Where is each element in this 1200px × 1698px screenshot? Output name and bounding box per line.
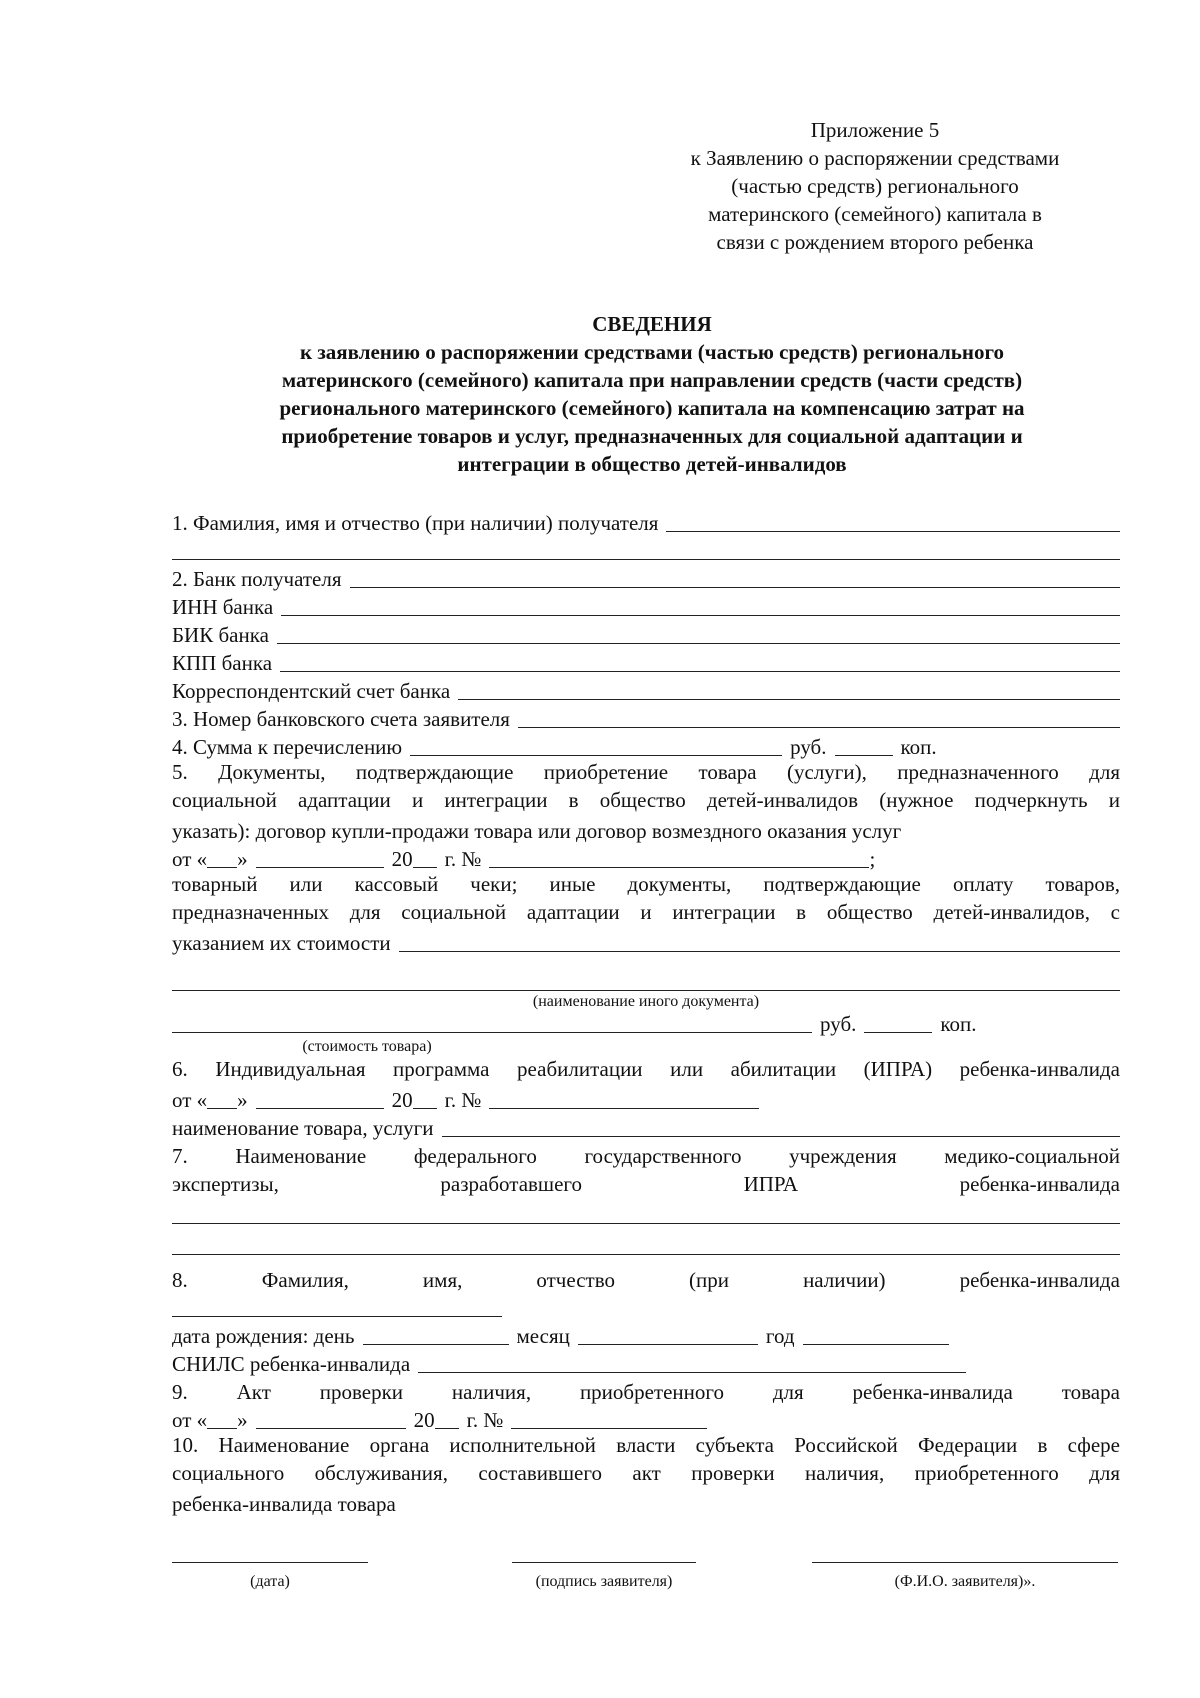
title-subline: регионального материнского (семейного) капитала на компенсацию затрат на [279, 396, 1025, 420]
title-subline: к заявлению о распоряжении средствами (частью средств) регионального [299, 340, 1004, 364]
document-title [172, 310, 1132, 478]
goods-cost-kop-line[interactable] [864, 1012, 932, 1033]
contract-number-line[interactable] [489, 847, 869, 868]
section9-word: проверки [319, 1380, 404, 1404]
caption-fio: (Ф.И.О. заявителя)». [894, 1573, 1036, 1590]
field-cost-indication [172, 928, 1120, 956]
section7-word: государственного [584, 1144, 742, 1168]
goods-name-line[interactable] [442, 1116, 1121, 1137]
caption-signature: (подпись заявителя) [535, 1573, 673, 1590]
ipra-day-line[interactable] [207, 1088, 237, 1109]
child-name-row [172, 1293, 1120, 1321]
field-kpp [172, 648, 1120, 676]
field-bik [172, 620, 1120, 648]
label-inn: ИНН банка [172, 595, 274, 619]
label-birth-day: дата рождения: день [172, 1324, 355, 1348]
section8-word: ребенка-инвалида [959, 1268, 1120, 1292]
ipra-number-line[interactable] [489, 1088, 759, 1109]
amount-rub-line[interactable] [410, 735, 782, 756]
birth-day-line[interactable] [363, 1324, 509, 1345]
field-snils [172, 1349, 1120, 1377]
section8-word: отчество [536, 1268, 615, 1292]
section10-line: социального обслуживания, составившего акт проверки наличия, приобретенного для [172, 1461, 1120, 1485]
label-bik: БИК банка [172, 623, 269, 647]
section7-word: Наименование [235, 1144, 367, 1168]
act-day-line[interactable] [207, 1408, 237, 1429]
other-document-line[interactable] [172, 970, 1120, 991]
appendix-line: (частью средств) регионального [731, 174, 1019, 198]
section6-line: 6. Индивидуальная программа реабилитации или абилитации (ИПРА) ребенка-инвалида [172, 1057, 1120, 1081]
section7-word: ИПРА [743, 1172, 799, 1196]
appendix-header [650, 116, 1100, 256]
field-amount [172, 732, 1120, 760]
section8-word: (при [689, 1268, 730, 1292]
appendix-line: связи с рождением второго ребенка [716, 230, 1034, 254]
birth-date-row [172, 1321, 1120, 1349]
goods-cost-line[interactable] [172, 1012, 812, 1033]
section9-word: наличия, [451, 1380, 532, 1404]
section7-line-1 [172, 1141, 1120, 1169]
section9-word: ребенка-инвалида [852, 1380, 1013, 1404]
section5-line: указать): договор купли-продажи товара или договор возмездного оказания услуг [172, 819, 902, 843]
field-account-number [172, 704, 1120, 732]
title-heading: СВЕДЕНИЯ [592, 312, 712, 336]
caption-goods-cost: (стоимость товара) [302, 1038, 432, 1055]
label-rub: руб. [790, 735, 827, 759]
appendix-line: материнского (семейного) капитала в [708, 202, 1042, 226]
appendix-line: к Заявлению о распоряжении средствами [690, 146, 1060, 170]
applicant-signature [512, 1546, 696, 1591]
caption-date: (дата) [250, 1573, 290, 1590]
corr-account-line[interactable] [458, 679, 1120, 700]
section7-word: учреждения [789, 1144, 897, 1168]
label-g-no: г. № [444, 847, 482, 871]
fio-line[interactable] [812, 1546, 1118, 1563]
section8-line [172, 1265, 1120, 1293]
bank-line[interactable] [350, 567, 1121, 588]
field-bank [172, 564, 1120, 592]
label-year-20: 20 [391, 1088, 413, 1112]
signature-line[interactable] [512, 1546, 696, 1563]
field-goods-name [172, 1113, 1120, 1141]
date-line[interactable] [172, 1546, 368, 1563]
cost-indication-line[interactable] [399, 931, 1120, 952]
msa-institution-line-2[interactable] [172, 1234, 1120, 1255]
child-name-line[interactable] [172, 1296, 502, 1317]
section7-word: федерального [413, 1144, 537, 1168]
label-semicolon: ; [869, 847, 876, 871]
title-subline: интеграции в общество детей-инвалидов [457, 452, 847, 476]
label-corr-account: Корреспондентский счет банка [172, 679, 451, 703]
appendix-line: Приложение 5 [810, 118, 940, 142]
label-recipient-name: 1. Фамилия, имя и отчество (при наличии) получателя [172, 511, 659, 535]
field-inn [172, 592, 1120, 620]
label-goods-name: наименование товара, услуги [172, 1116, 434, 1140]
contract-year-line[interactable] [413, 847, 437, 868]
section9-word: для [772, 1380, 804, 1404]
act-number-line[interactable] [511, 1408, 707, 1429]
act-date-row [172, 1405, 1120, 1433]
section8-word: имя, [422, 1268, 463, 1292]
snils-line[interactable] [418, 1352, 966, 1373]
section5-line: товарный или кассовый чеки; иные документы, подтверждающие оплату товаров, [172, 872, 1120, 896]
amount-kop-line[interactable] [835, 735, 893, 756]
kpp-line[interactable] [280, 651, 1120, 672]
field-recipient-name-cont [172, 536, 1120, 564]
section7-word: экспертизы, [172, 1172, 279, 1196]
section10-line: 10. Наименование органа исполнительной власти субъекта Российской Федерации в сфере [172, 1433, 1120, 1457]
applicant-fio [812, 1546, 1118, 1591]
section5-line: предназначенных для социальной адаптации и интеграции в общество детей-инвалидов, с [172, 900, 1120, 924]
section5-line: 5. Документы, подтверждающие приобретение товара (услуги), предназначенного для [172, 760, 1120, 784]
label-kpp: КПП банка [172, 651, 273, 675]
birth-month-line[interactable] [578, 1324, 758, 1345]
field-corr-account [172, 676, 1120, 704]
section9-word: товара [1061, 1380, 1120, 1404]
section7-word: медико-социальной [944, 1144, 1120, 1168]
section7-word: разработавшего [440, 1172, 583, 1196]
act-year-line[interactable] [435, 1408, 459, 1429]
date-signature [172, 1546, 368, 1591]
contract-date-row [172, 844, 1120, 872]
label-birth-year: год [765, 1324, 795, 1348]
ipra-year-line[interactable] [413, 1088, 437, 1109]
recipient-name-line[interactable] [666, 511, 1120, 532]
label-from: от « [172, 847, 208, 871]
birth-year-line[interactable] [803, 1324, 949, 1345]
title-subline: приобретение товаров и услуг, предназначенных для социальной адаптации и [281, 424, 1023, 448]
label-year-20: 20 [391, 847, 413, 871]
title-subline: материнского (семейного) капитала при направлении средств (части средств) [281, 368, 1023, 392]
label-rub: руб. [820, 1012, 857, 1036]
section9-line [172, 1377, 1120, 1405]
label-g-no: г. № [466, 1408, 504, 1432]
section9-word: приобретенного [579, 1380, 724, 1404]
contract-day-line[interactable] [207, 847, 237, 868]
section7-word: 7. [172, 1144, 188, 1168]
label-account-number: 3. Номер банковского счета заявителя [172, 707, 510, 731]
label-quote-close: » [237, 847, 248, 871]
label-quote-close: » [237, 1408, 248, 1432]
label-from: от « [172, 1408, 208, 1432]
section9-word: Акт [236, 1380, 271, 1404]
account-number-line[interactable] [518, 707, 1120, 728]
bik-line[interactable] [277, 623, 1120, 644]
section7-line-2 [172, 1169, 1120, 1197]
label-quote-close: » [237, 1088, 248, 1112]
signature-block [172, 1546, 1120, 1606]
field-recipient-name [172, 508, 1120, 536]
label-cost-indication: указанием их стоимости [172, 931, 391, 955]
section8-word: наличии) [803, 1268, 886, 1292]
form-body [172, 508, 1120, 1517]
label-bank: 2. Банк получателя [172, 567, 342, 591]
label-kop: коп. [900, 735, 937, 759]
recipient-name-line-2[interactable] [172, 539, 1120, 560]
section5-line: социальной адаптации и интеграции в общество детей-инвалидов (нужное подчеркнуть и [172, 788, 1120, 812]
label-year-20: 20 [413, 1408, 435, 1432]
act-month-line[interactable] [256, 1408, 406, 1429]
msa-institution-line-1[interactable] [172, 1203, 1120, 1224]
label-from: от « [172, 1088, 208, 1112]
label-kop: коп. [940, 1012, 977, 1036]
caption-other-document: (наименование иного документа) [532, 993, 760, 1010]
section7-word: ребенка-инвалида [959, 1172, 1120, 1196]
label-amount: 4. Сумма к перечислению [172, 735, 403, 759]
section9-word: 9. [172, 1380, 188, 1404]
label-snils: СНИЛС ребенка-инвалида [172, 1352, 411, 1376]
label-birth-month: месяц [516, 1324, 570, 1348]
ipra-month-line[interactable] [256, 1088, 384, 1109]
field-goods-cost [172, 1013, 1120, 1037]
section8-word: Фамилия, [261, 1268, 349, 1292]
ipra-date-row [172, 1085, 1120, 1113]
section10-line: ребенка-инвалида товара [172, 1492, 396, 1516]
section8-word: 8. [172, 1268, 188, 1292]
contract-month-line[interactable] [256, 847, 384, 868]
inn-line[interactable] [281, 595, 1120, 616]
label-g-no: г. № [444, 1088, 482, 1112]
